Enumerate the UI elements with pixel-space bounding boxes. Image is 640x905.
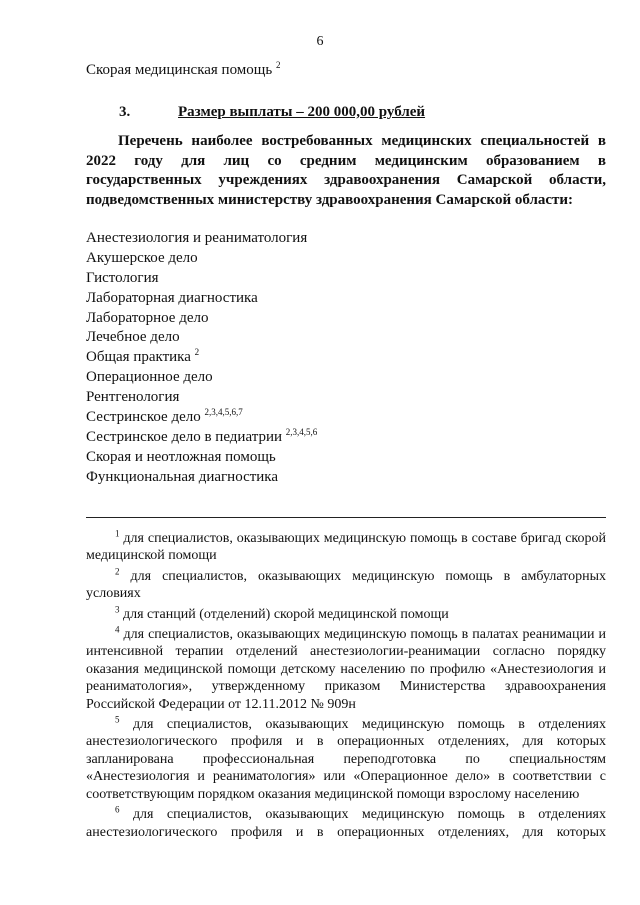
footnote-mark: 4 [115, 624, 120, 635]
footnote [86, 626, 606, 713]
footnote-mark: 5 [115, 714, 120, 725]
top-line-text: Скорая медицинская помощь [86, 62, 273, 78]
section-number: 3. [119, 104, 131, 120]
specialty-name: Рентгенология [86, 389, 180, 406]
specialty-name: Сестринское дело в педиатрии [86, 428, 283, 445]
footnote [86, 603, 606, 623]
specialty-name: Лечебное дело [86, 329, 180, 346]
footnote-mark: 3 [115, 603, 120, 614]
specialty-item [86, 428, 317, 448]
section-title: Размер выплаты – 200 000,00 рублей [178, 104, 426, 120]
specialty-name: Операционное дело [86, 369, 213, 386]
footnote-text: для специалистов, оказывающих медицинскую помощь в составе бригад скорой медицинской помощи [86, 531, 606, 564]
specialty-item [86, 269, 317, 289]
specialty-name: Скорая и неотложная помощь [86, 448, 276, 465]
page-number: 6 [316, 34, 324, 49]
specialty-footnote-ref: 2,3,4,5,6,7 [204, 407, 243, 418]
specialty-item [86, 348, 317, 368]
specialty-footnote-ref: 2,3,4,5,6 [285, 426, 318, 437]
footnote-text: для специалистов, оказывающих медицинскую помощь в палатах реанимации и интенсивной терапии отделений анестезиологии-реанимации согласно порядку оказания медицинской помощи детскому населению по профилю «Анестезиология и реаниматология», утвержденному приказом Министерства здравоохранения Российской Федерации от 12.11.2012 № 909н [86, 627, 606, 712]
specialty-name: Лабораторная диагностика [86, 289, 258, 306]
footnote-mark: 1 [115, 528, 120, 539]
footnote-text: для специалистов, оказывающих медицинскую помощь в отделениях анестезиологического профиля и в операционных отделениях, для которых [86, 807, 607, 840]
top-line-footnote-ref: 2 [275, 60, 281, 70]
specialty-item [86, 309, 317, 329]
footnote-mark: 6 [115, 804, 120, 815]
specialty-item [86, 468, 317, 488]
footnote [86, 530, 606, 565]
specialty-name: Сестринское дело [86, 409, 201, 426]
specialty-item [86, 328, 317, 348]
specialty-name: Лабораторное дело [86, 309, 209, 326]
specialty-name: Анестезиология и реаниматология [86, 230, 308, 246]
section-heading: Перечень наиболее востребованных медицинских специальностей в 2022 году для лиц со средним медицинским образованием в государственных учреждениях здравоохранения Самарской области, подведомственных министерству здравоохранения Самарской области: [86, 133, 606, 208]
footnote-divider [86, 517, 606, 518]
footnote-mark: 2 [115, 566, 120, 577]
footnote [86, 716, 606, 803]
footnote [86, 568, 606, 603]
footnote-text: для специалистов, оказывающих медицинскую помощь в амбулаторных условиях [86, 568, 607, 602]
specialty-item [86, 448, 317, 468]
top-line [86, 62, 280, 79]
footnote-text: для специалистов, оказывающих медицинскую помощь в отделениях анестезиологического профиля и в операционных отделениях, для которых запланирована профессиональная переподготовка по специальностям «Анестезиология и реаниматология» или «Операционное дело» в соответствии с соответствующим порядком оказания медицинской помощи взрослому населению [86, 717, 607, 802]
specialty-name: Гистология [86, 269, 159, 286]
specialty-name: Акушерское дело [86, 249, 198, 266]
specialty-name: Функциональная диагностика [86, 468, 279, 485]
footnote [86, 806, 606, 841]
specialty-item [86, 388, 317, 408]
specialty-list [86, 229, 317, 488]
specialty-footnote-ref: 2 [194, 347, 200, 358]
specialty-item [86, 368, 317, 388]
footnote-text: для станций (отделений) скорой медицинской помощи [123, 606, 449, 622]
specialty-item [86, 289, 317, 309]
specialty-item [86, 249, 317, 269]
specialty-item [86, 229, 317, 249]
footnotes [86, 530, 606, 844]
specialty-name: Общая практика [86, 349, 191, 366]
specialty-item [86, 408, 317, 428]
